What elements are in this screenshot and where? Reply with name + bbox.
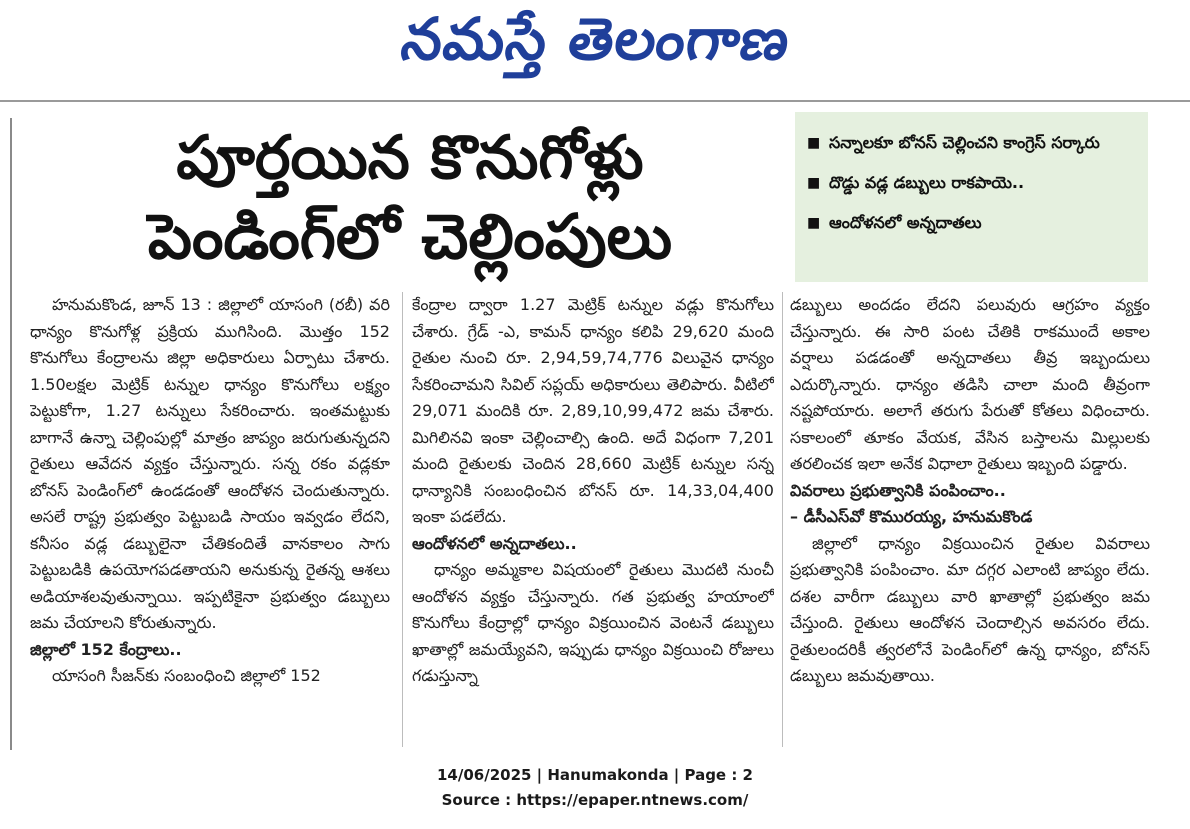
article-left-border (10, 118, 12, 750)
square-bullet-icon: ■ (807, 135, 821, 151)
page-footer (0, 763, 1190, 813)
article-byline: – డీసీఎస్‌వో కొమురయ్య, హనుమకొండ (790, 507, 1033, 526)
article-column-2 (412, 292, 774, 750)
summary-item-text: దొడ్డు వడ్ల డబ్బులు రాకపాయె.. (829, 173, 1025, 192)
article-subheading: జిల్లాలో 152 కేంద్రాలు.. (30, 639, 182, 659)
summary-item (807, 128, 1134, 158)
summary-item (807, 208, 1134, 238)
summary-item-text: ఆందోళనలో అన్నదాతలు (829, 213, 982, 232)
article-subheading: వివరాలు ప్రభుత్వానికి పంపించాం.. (790, 480, 1006, 500)
article-subheading: ఆందోళనలో అన్నదాతలు.. (412, 533, 577, 553)
square-bullet-icon: ■ (807, 175, 821, 191)
square-bullet-icon: ■ (807, 215, 821, 231)
article-paragraph: డబ్బులు అందడం లేదని పలువురు ఆగ్రహం వ్యక్తం చేస్తున్నారు. ఈ సారి పంట చేతికి రాకముందే అకాల వర్షాలు పడడంతో అన్నదాతలు తీవ్ర ఇబ్బందులు ఎదుర్కొన్నారు. ధాన్యం తడిసి చాలా మంది తీవ్రంగా నష్టపోయారు. అలాగే తరుగు పేరుతో కోతలు విధించారు. సకాలంలో తూకం వేయక, వేసిన బస్తాలను మిల్లులకు తరలించక ఇలా అనేక విధాలా రైతులు ఇబ్బంది పడ్డారు. (790, 295, 1150, 473)
source-link[interactable]: Source : https://epaper.ntnews.com/ (441, 791, 749, 809)
article-paragraph: హనుమకొండ, జూన్ 13 : జిల్లాలో యాసంగి (రబీ) వరి ధాన్యం కొనుగోళ్ల ప్రక్రియ ముగిసింది. మొత్తం 152 కొనుగోలు కేంద్రాలను జిల్లా అధికారులు ఏర్పాటు చేశారు. 1.50లక్షల మెట్రిక్ టన్నుల ధాన్యం కొనుగోలు లక్ష్యం పెట్టుకోగా, 1.27 టన్నులు సేకరించారు. ఇంతమట్టుకు బాగానే ఉన్నా చెల్లింపుల్లో మాత్రం జాప్యం జరుగుతున్నదని రైతులు ఆవేదన వ్యక్తం చేస్తున్నారు. సన్న రకం వడ్లకూ బోనస్ పెండింగ్‌లో ఉండడంతో ఆందోళన చెందుతున్నారు. అసలే రాష్ట్ర ప్రభుత్వం పెట్టుబడి సాయం ఇవ్వడం లేదని, కనీసం వడ్ల డబ్బులైనా చేతికందితే వానకాలం సాగు పెట్టుబడికి ఉపయోగపడతాయని అనుకున్న రైతన్న ఆశలు అడియాశలవుతున్నాయి. ఇప్పటికైనా ప్రభుత్వం డబ్బులు జమ చేయాలని కోరుతున్నారు. (30, 295, 390, 632)
article-column-3 (790, 292, 1150, 750)
masthead (0, 0, 1190, 92)
summary-list (807, 128, 1134, 238)
summary-item-text: సన్నాలకూ బోనస్ చెల్లించని కాంగ్రెస్ సర్కారు (829, 133, 1100, 152)
article-column-1 (30, 292, 390, 750)
edition-info: 14/06/2025 | Hanumakonda | Page : 2 (436, 766, 753, 784)
article-paragraph: యాసంగి సీజన్‌కు సంబంధించి జిల్లాలో 152 (52, 666, 321, 685)
summary-box (795, 112, 1148, 282)
article-headline (30, 118, 790, 278)
headline-line-1: పూర్తయిన కొనుగోళ్లు (176, 123, 644, 193)
masthead-divider (0, 100, 1190, 102)
summary-item (807, 168, 1134, 198)
article-paragraph: జిల్లాలో ధాన్యం విక్రయించిన రైతుల వివరాలు ప్రభుత్వానికి పంపించాం. మా దగ్గర ఎలాంటి జాప్యం లేదు. దశల వారీగా డబ్బులు వారి ఖాతాల్లో ప్రభుత్వం జమ చేస్తుంది. రైతులు ఆందోళన చెందాల్సిన అవసరం లేదు. రైతులందరికీ త్వరలోనే పెండింగ్‌లో ఉన్న ధాన్యం, బోనస్ డబ్బులు జమవుతాయి. (790, 533, 1150, 685)
article-paragraph: కేంద్రాల ద్వారా 1.27 మెట్రిక్ టన్నుల వడ్లు కొనుగోలు చేశారు. గ్రేడ్ -ఎ, కామన్ ధాన్యం కలిపి 29,620 మంది రైతుల నుంచి రూ. 2,94,59,74,776 విలువైన ధాన్యం సేకరించామని సివిల్ సప్లయ్ అధికారులు తెలిపారు. వీటిలో 29,071 మందికి రూ. 2,89,10,99,472 జమ చేశారు. మిగిలినవి ఇంకా చెల్లించాల్సి ఉంది. అదే విధంగా 7,201 మంది రైతులకు చెందిన 28,660 మెట్రిక్ టన్నుల సన్న ధాన్యానికి సంబంధించిన బోనస్ రూ. 14,33,04,400 ఇంకా పడలేదు. (412, 295, 774, 526)
headline-line-2: పెండింగ్‌లో చెల్లింపులు (147, 200, 673, 273)
article-paragraph: ధాన్యం అమ్మకాల విషయంలో రైతులు మొదటి నుంచీ ఆందోళన వ్యక్తం చేస్తున్నారు. గత ప్రభుత్వ హయాంలో కొనుగోలు కేంద్రాల్లో ధాన్యం విక్రయించిన వెంటనే డబ్బులు ఖాతాల్లో జమయ్యేవని, ఇప్పుడు ధాన్యం విక్రయించి రోజులు గడుస్తున్నా (412, 560, 774, 685)
column-divider (782, 292, 783, 747)
newspaper-logo: నమస్తే తెలంగాణ (397, 4, 795, 73)
column-divider (402, 292, 403, 747)
